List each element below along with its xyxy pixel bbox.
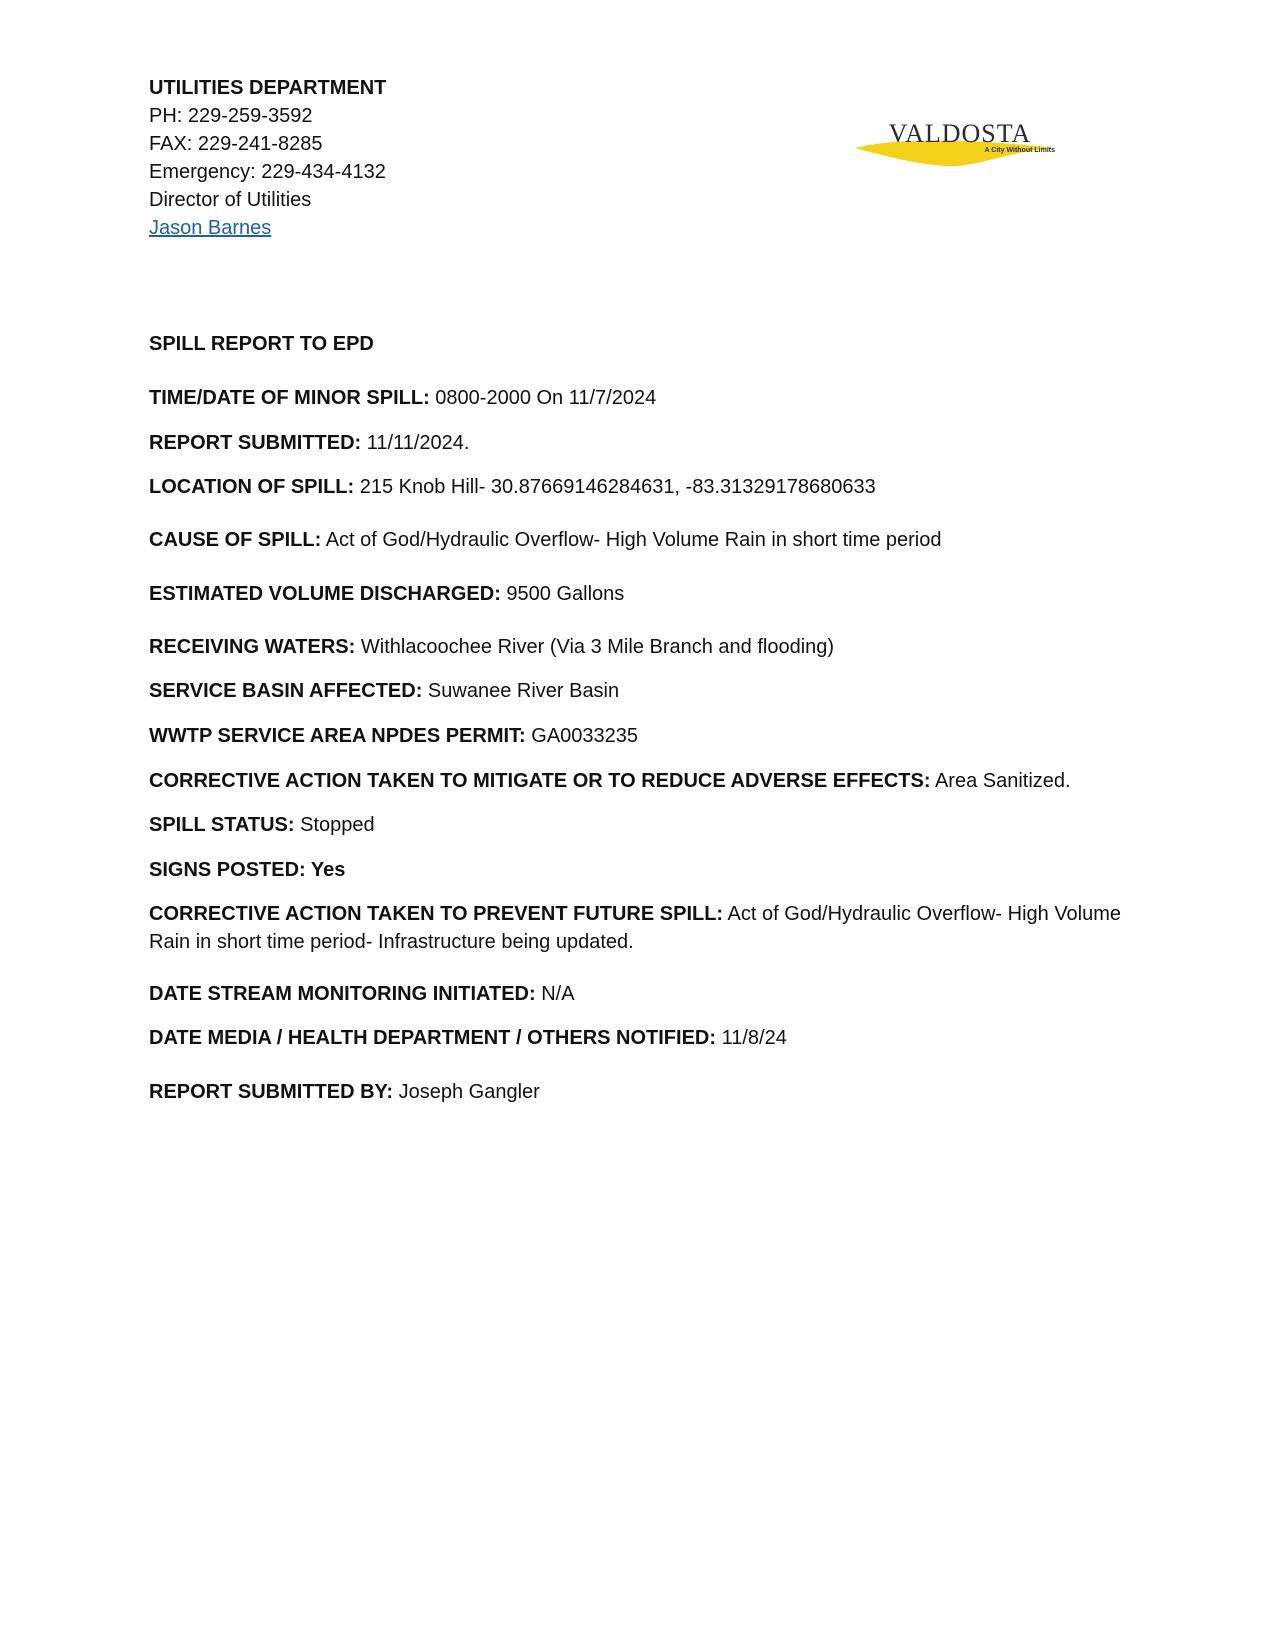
field-label: REPORT SUBMITTED: [149,432,362,454]
field-value: Stopped [294,814,375,836]
director-name-link[interactable]: Jason Barnes [149,217,272,239]
fax-number: FAX: 229-241-8285 [149,133,323,155]
logo-tagline: A City Without Limits [984,147,1055,154]
contact-block [149,74,386,242]
field-label: SIGNS POSTED: [149,859,306,881]
field-time-date [149,384,1129,412]
field-value: 11/8/24 [716,1027,787,1049]
field-label: DATE MEDIA / HEALTH DEPARTMENT / OTHERS NOTIFIED: [149,1027,717,1049]
field-corrective-prevent [149,900,1129,956]
field-value: 0800-2000 On 11/7/2024 [429,387,657,409]
field-label: REPORT SUBMITTED BY: [149,1081,394,1103]
field-signs-posted [149,856,1129,884]
field-value: 9500 Gallons [500,583,625,605]
field-corrective-mitigate [149,767,1129,795]
field-receiving-waters [149,633,1129,661]
field-label: CAUSE OF SPILL: [149,529,322,551]
field-value: Withlacoochee River (Via 3 Mile Branch and flooding) [355,636,835,658]
field-value: 215 Knob Hill- 30.87669146284631, -83.31329178680633 [354,476,876,498]
field-label: SERVICE BASIN AFFECTED: [149,680,423,702]
field-spill-status [149,811,1129,839]
field-npdes-permit [149,722,1129,750]
department-name: UTILITIES DEPARTMENT [149,77,387,99]
emergency-number: Emergency: 229-434-4132 [149,161,386,183]
valdosta-logo [855,116,1065,178]
spill-report [149,330,1129,1103]
field-stream-monitoring [149,980,1129,1008]
field-volume [149,580,1129,608]
field-value: Joseph Gangler [393,1081,540,1103]
logo-wordmark: VALDOSTA [888,119,1032,148]
field-value: Act of God/Hydraulic Overflow- High Volume Rain in short time period- Infrastructure being updated. [149,903,1122,953]
field-report-submitted [149,429,1129,457]
field-label: RECEIVING WATERS: [149,636,356,658]
field-value: Suwanee River Basin [422,680,620,702]
field-label: SPILL STATUS: [149,814,295,836]
field-label: CORRECTIVE ACTION TAKEN TO MITIGATE OR TO REDUCE ADVERSE EFFECTS: [149,770,931,792]
field-label: DATE STREAM MONITORING INITIATED: [149,983,536,1005]
field-label: LOCATION OF SPILL: [149,476,355,498]
field-value: 11/11/2024. [361,432,470,454]
field-value: Act of God/Hydraulic Overflow- High Volume Rain in short time period [321,529,942,551]
director-title: Director of Utilities [149,189,312,211]
field-value: Yes [305,859,346,881]
field-label: CORRECTIVE ACTION TAKEN TO PREVENT FUTURE SPILL: [149,903,724,925]
field-service-basin [149,677,1129,705]
field-label: ESTIMATED VOLUME DISCHARGED: [149,583,501,605]
field-submitted-by [149,1078,1129,1106]
field-cause [149,526,1129,554]
field-value: Area Sanitized. [930,770,1071,792]
report-title: SPILL REPORT TO EPD [149,333,374,355]
field-value: N/A [535,983,575,1005]
field-location [149,473,1129,501]
phone-number: PH: 229-259-3592 [149,105,313,127]
field-label: TIME/DATE OF MINOR SPILL: [149,387,430,409]
field-value: GA0033235 [525,725,639,747]
field-label: WWTP SERVICE AREA NPDES PERMIT: [149,725,526,747]
field-media-notified [149,1024,1129,1052]
